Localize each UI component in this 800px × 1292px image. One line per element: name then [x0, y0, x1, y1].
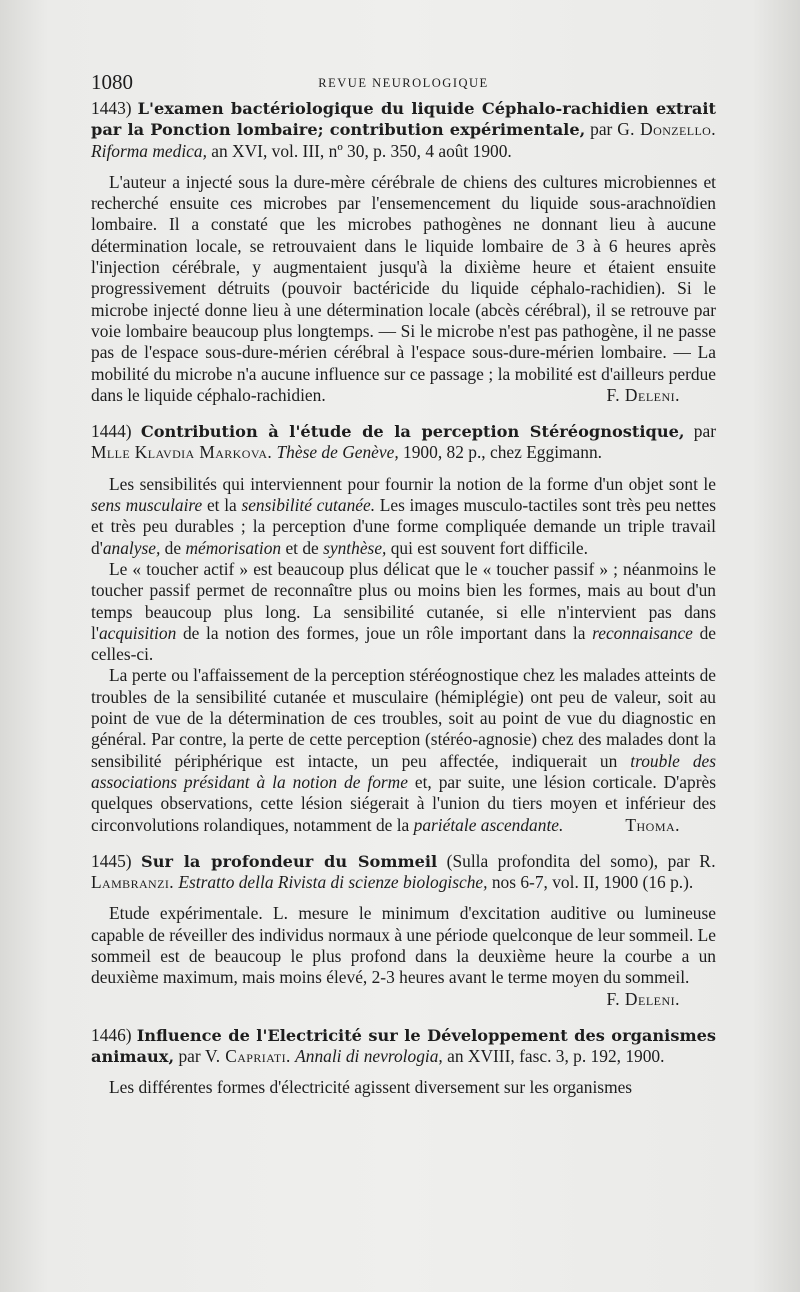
page-header [91, 70, 716, 96]
text-run: La perte ou l'affaissement de la perception stéréognostique chez les malades atteints de troubles de la sensibilité cutanée et musculaire (hémiplégie) ont peu de valeur, soit au point de vue de la détermination de ces troubles, soit au point de vue du diagnostic en général. Par contre, la perte de cette perception (stéréo-agnosie) chez des malades dont la sensibilité périphérique est intacte, un peu affectée, indiquerait un [91, 665, 716, 771]
entry-number: 1446) [91, 1024, 132, 1045]
review-entry-1446 [91, 1025, 716, 1099]
entry-source: Riforma medica, [91, 140, 207, 161]
text-run: de [160, 537, 186, 558]
italic-run: analyse, [102, 537, 161, 558]
text-run: qui est souvent fort difficile. [386, 537, 588, 558]
entry-paragraph-text: L'auteur a injecté sous la dure-mère cérébrale de chiens des cultures microbiennes et recherché ensuite ces microbes par l'ensemencement du liquide sous-arachnoïdien lombaire. Il a constaté que les microbes pathogènes ne donnant lieu à aucune détermination locale, se retrouvaient dans le liquide lombaire de 3 à 6 heures après l'injection cérébrale, y augmentaient jusqu'à la dixième heure et étaient ensuite progressivement détruits (pouvoir bactéricide du liquide céphalo-rachidien). Si le microbe injecté donne lieu à une détermination locale (abcès cérébral), il se retrouve par voie lombaire beaucoup plus longtemps. — Si le microbe n'est pas pathogène, il ne passe pas de l'espace sous-dure-mérien cérébral à l'espace sous-dure-mérien lombaire. — La mobilité du microbe n'a aucune influence sur ce passage ; la mobilité est d'ailleurs perdue dans le liquide céphalo-rachidien. [91, 171, 716, 405]
entry-heading [91, 98, 716, 162]
italic-run: pariétale ascendante. [413, 814, 564, 835]
entry-title: Contribution à l'étude de la perception Stéréognostique, [140, 422, 685, 442]
text-run: et, par suite, une lésion corticale. D'après quelques observations, cette lésion siégerait à l'union du tiers moyen et inférieur des circonvolutions rolandiques, notamment de la [91, 771, 716, 835]
entry-heading [91, 1025, 716, 1068]
entry-number: 1443) [91, 98, 132, 118]
entry-number: 1444) [91, 421, 132, 442]
italic-run: mémorisation [185, 537, 282, 558]
review-entry-1443 [91, 98, 716, 406]
entry-par: par [174, 1046, 205, 1067]
italic-run: reconnaisance [592, 622, 693, 643]
entry-author: Mlle Klavdia Markova. [91, 442, 273, 463]
entry-par: par [585, 119, 618, 140]
entry-source: Estratto della Rivista di scienze biologische, [178, 872, 488, 893]
entry-paragraph [91, 1077, 716, 1098]
text-run: Les images musculo-tactiles sont très peu nettes et très peu durables ; la perception d'une forme compliquée demande un triple travail d' [91, 495, 716, 558]
entry-number: 1445) [91, 850, 132, 871]
text-run: de la notion des formes, joue un rôle important dans la [176, 622, 593, 643]
italic-run: sensibilité cutanée. [241, 495, 376, 516]
running-title: REVUE NEUROLOGIQUE [318, 76, 489, 90]
entry-paragraph-text: Les différentes formes d'électricité agissent diversement sur les organismes [109, 1077, 633, 1098]
entry-signature: F. Deleni. [606, 988, 680, 1009]
entry-source: Thèse de Genève, [276, 442, 399, 463]
entry-author: V. Capriati. [205, 1046, 291, 1067]
entry-author: R. Lambranzi. [91, 850, 716, 893]
entry-paragraph-text: Etude expérimentale. L. mesure le minimum d'excitation auditive ou lumineuse capable de réveiller des individus normaux à une période quelconque de leur sommeil. Le sommeil est de beaucoup le plus profond dans la deuxième heure la courbe a un deuxième maximum, mais moins élevé, 2-3 heures avant le terme moyen du sommeil. [91, 903, 716, 988]
entry-details: an XVI, vol. III, nº 30, p. 350, 4 août 1900. [206, 140, 512, 161]
entry-details: 1900, 82 p., chez Eggimann. [398, 442, 603, 463]
text-run: Les sensibilités qui interviennent pour fournir la notion de la forme d'un objet sont le [109, 473, 716, 494]
entry-heading [91, 421, 716, 464]
italic-run: sens musculaire [91, 495, 203, 516]
review-entry-1444 [91, 421, 716, 836]
entry-signature: Thoma. [625, 814, 680, 835]
page-number: 1080 [91, 70, 133, 94]
entry-paragraph [91, 559, 716, 665]
entry-source: Annali di nevrologia, [295, 1046, 443, 1067]
entry-paragraph [91, 474, 716, 559]
entry-title: Sur la profondeur du Sommeil [141, 851, 438, 871]
entry-title: Influence de l'Electricité sur le Développement des organismes animaux, [91, 1025, 716, 1067]
italic-run: trouble des associations présidant à la notion de forme [91, 750, 717, 792]
entry-par: par [684, 421, 716, 442]
entry-par: (Sulla profondita del somo), par [437, 850, 700, 871]
article-body [91, 98, 716, 1114]
text-run: et la [202, 495, 242, 516]
entry-signature: F. Deleni. [606, 384, 680, 405]
review-entry-1445 [91, 851, 716, 1010]
text-run: de celles-ci. [91, 622, 716, 665]
entry-details: an XVIII, fasc. 3, p. 192, 1900. [442, 1046, 665, 1067]
entry-heading [91, 851, 716, 894]
entry-paragraph [91, 665, 716, 835]
entry-paragraph [91, 903, 716, 1009]
italic-run: synthèse, [323, 537, 387, 558]
entry-paragraph [91, 172, 716, 406]
entry-author: G. Donzello. [617, 119, 716, 140]
entry-title: L'examen bactériologique du liquide Céphalo-rachidien extrait par la Ponction lombaire; contribution expérimentale, [91, 99, 716, 140]
text-run: Le « toucher actif » est beaucoup plus délicat que le « toucher passif » ; néanmoins le toucher passif permet de reconnaître plus ou moins bien les formes, mais au bout d'un temps beaucoup plus long. La sensibilité cutanée, si elle n'intervient pas dans l' [91, 558, 716, 643]
text-run: et de [281, 537, 324, 558]
italic-run: acquisition [98, 622, 177, 643]
entry-details: nos 6-7, vol. II, 1900 (16 p.). [487, 872, 694, 893]
